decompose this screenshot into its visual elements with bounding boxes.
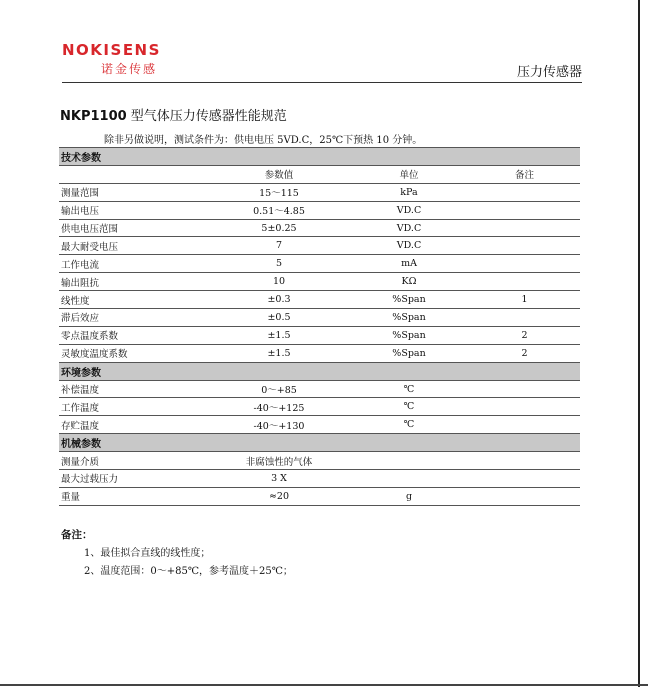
page-title	[60, 105, 287, 124]
logo-text-en: NOKISENS	[62, 41, 161, 59]
param-name: 测量范围	[59, 183, 209, 201]
param-unit	[349, 470, 469, 488]
param-unit: ℃	[349, 380, 469, 398]
section-header-row	[59, 362, 580, 380]
param-value: 7	[209, 237, 349, 255]
param-unit: ℃	[349, 398, 469, 416]
spec-table	[59, 147, 580, 506]
param-unit: mA	[349, 255, 469, 273]
table-row	[59, 416, 580, 434]
param-value: -40～+130	[209, 416, 349, 434]
param-note	[469, 237, 580, 255]
param-note	[469, 452, 580, 470]
param-unit: %Span	[349, 326, 469, 344]
title-text: 型气体压力传感器性能规范	[126, 109, 287, 124]
param-note	[469, 183, 580, 201]
param-name: 灵敏度温度系数	[59, 344, 209, 362]
page-edge-right	[638, 0, 640, 687]
param-name: 输出电压	[59, 201, 209, 219]
param-unit: %Span	[349, 344, 469, 362]
param-value: 10	[209, 273, 349, 291]
param-note	[469, 309, 580, 327]
param-note: 2	[469, 326, 580, 344]
param-unit: kPa	[349, 183, 469, 201]
param-note	[469, 470, 580, 488]
param-name: 补偿温度	[59, 380, 209, 398]
column-header-row	[59, 165, 580, 183]
param-name: 重量	[59, 487, 209, 505]
param-unit	[349, 452, 469, 470]
param-name: 测量介质	[59, 452, 209, 470]
param-value: ±0.3	[209, 291, 349, 309]
param-name: 最大过载压力	[59, 470, 209, 488]
table-row	[59, 183, 580, 201]
table-row	[59, 398, 580, 416]
param-note	[469, 201, 580, 219]
column-header: 单位	[349, 165, 469, 183]
param-value: ≈20	[209, 487, 349, 505]
param-value: ±0.5	[209, 309, 349, 327]
param-unit: %Span	[349, 291, 469, 309]
param-value: -40～+125	[209, 398, 349, 416]
column-header: 参数值	[209, 165, 349, 183]
table-row	[59, 219, 580, 237]
param-name: 滞后效应	[59, 309, 209, 327]
header-divider	[62, 82, 582, 83]
table-row	[59, 380, 580, 398]
param-name: 存贮温度	[59, 416, 209, 434]
table-row	[59, 326, 580, 344]
param-note	[469, 487, 580, 505]
table-row	[59, 291, 580, 309]
param-note	[469, 398, 580, 416]
param-value: 15～115	[209, 183, 349, 201]
table-row	[59, 344, 580, 362]
param-name: 工作电流	[59, 255, 209, 273]
param-name: 零点温度系数	[59, 326, 209, 344]
column-header: 备注	[469, 165, 580, 183]
header-category: 压力传感器	[516, 65, 582, 80]
param-unit: ℃	[349, 416, 469, 434]
note-item: 2、温度范围：0～+85℃，参考温度＋25℃；	[84, 566, 293, 577]
section-title: 机械参数	[59, 434, 580, 452]
param-name: 最大耐受电压	[59, 237, 209, 255]
table-row	[59, 237, 580, 255]
table-row	[59, 452, 580, 470]
param-note	[469, 416, 580, 434]
param-unit: VD.C	[349, 201, 469, 219]
table-row	[59, 470, 580, 488]
logo-text-cn: 诺金传感	[101, 62, 158, 76]
param-unit: VD.C	[349, 237, 469, 255]
section-header-row	[59, 148, 580, 166]
param-value: 5	[209, 255, 349, 273]
title-model: NKP1100	[60, 109, 127, 124]
param-unit: %Span	[349, 309, 469, 327]
param-name: 供电电压范围	[59, 219, 209, 237]
param-value: ±1.5	[209, 344, 349, 362]
section-header-row	[59, 434, 580, 452]
param-name: 工作温度	[59, 398, 209, 416]
param-note	[469, 380, 580, 398]
table-row	[59, 255, 580, 273]
param-unit: KΩ	[349, 273, 469, 291]
table-row	[59, 487, 580, 505]
param-name: 线性度	[59, 291, 209, 309]
param-value: ±1.5	[209, 326, 349, 344]
table-row	[59, 201, 580, 219]
param-value: 非腐蚀性的气体	[209, 452, 349, 470]
page-edge-bottom	[0, 684, 648, 686]
test-condition: 除非另做说明，测试条件为：供电电压 5VD.C，25℃下预热 10 分钟。	[104, 135, 423, 146]
param-note	[469, 273, 580, 291]
section-title: 技术参数	[59, 148, 580, 166]
section-title: 环境参数	[59, 362, 580, 380]
table-row	[59, 309, 580, 327]
param-note: 2	[469, 344, 580, 362]
param-note	[469, 219, 580, 237]
column-header	[59, 165, 209, 183]
param-note	[469, 255, 580, 273]
param-note: 1	[469, 291, 580, 309]
table-row	[59, 273, 580, 291]
param-name: 输出阻抗	[59, 273, 209, 291]
notes-heading: 备注：	[61, 529, 93, 541]
param-value: 3 X	[209, 470, 349, 488]
param-unit: VD.C	[349, 219, 469, 237]
param-value: 5±0.25	[209, 219, 349, 237]
param-value: 0～+85	[209, 380, 349, 398]
note-item: 1、最佳拟合直线的线性度；	[84, 548, 211, 559]
param-unit: g	[349, 487, 469, 505]
param-value: 0.51～4.85	[209, 201, 349, 219]
